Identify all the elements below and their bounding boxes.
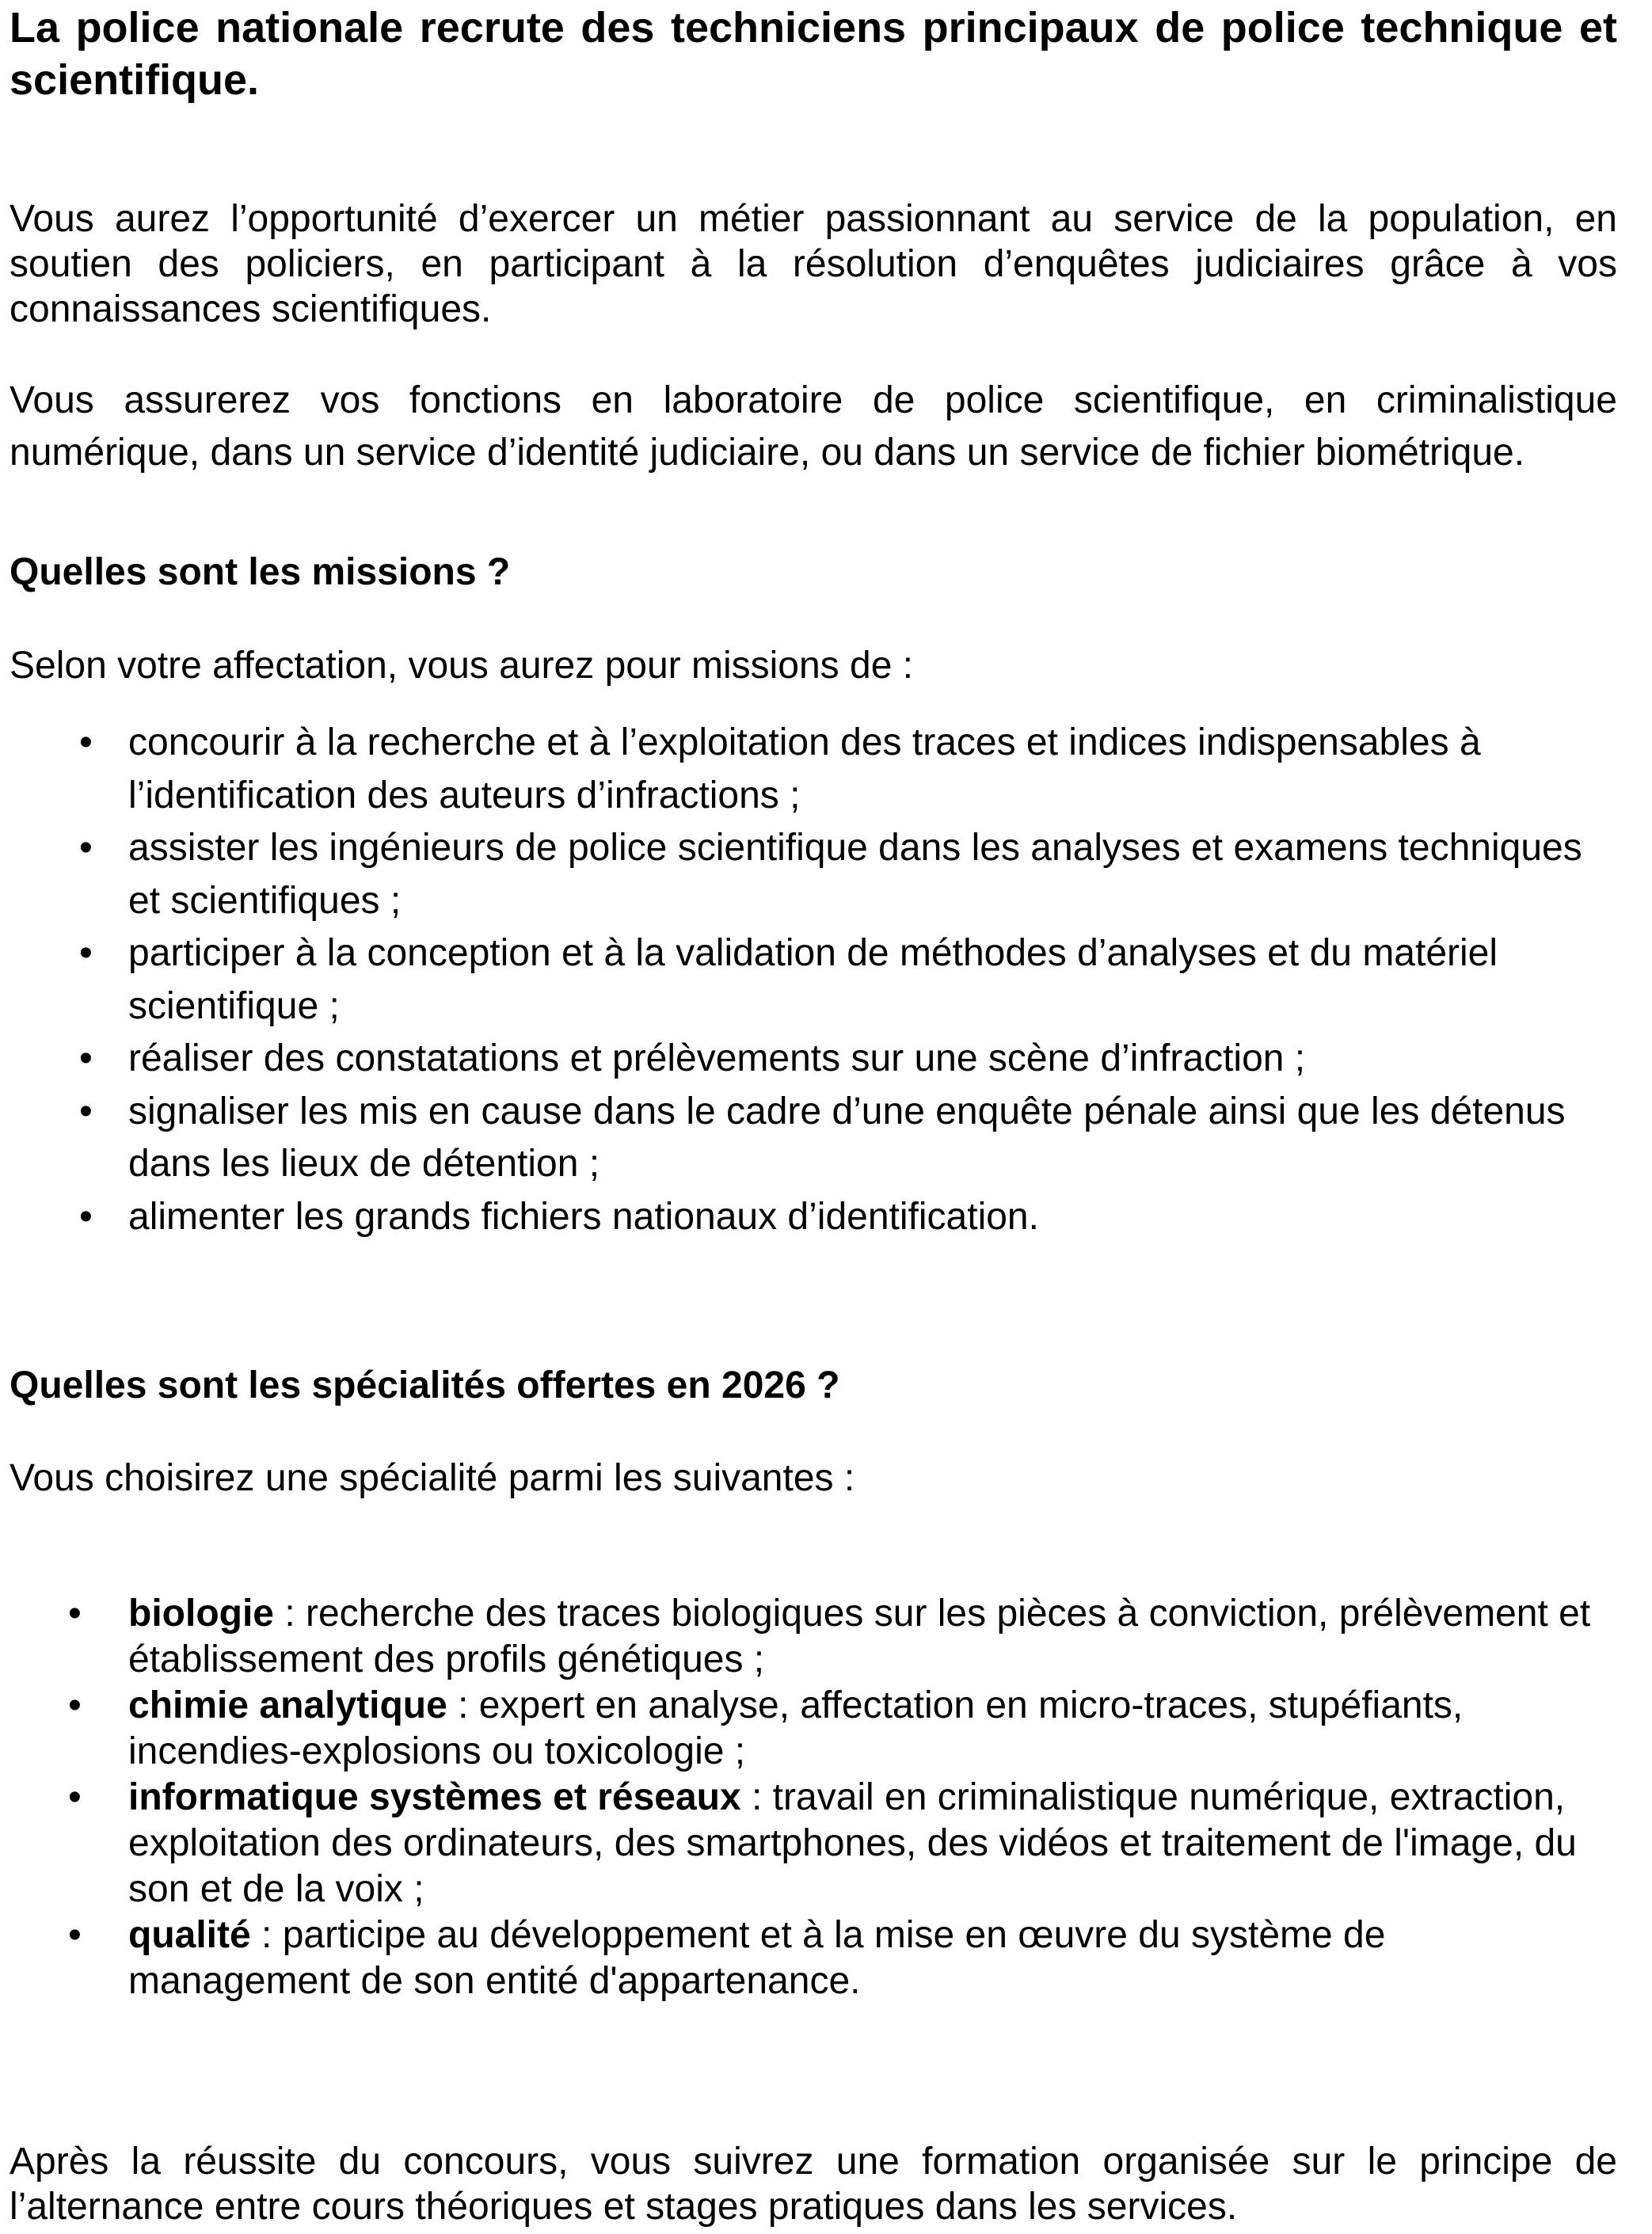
list-item: • assister les ingénieurs de police scientifique dans les analyses et examens techniques et scientifiques ; (10, 822, 1617, 927)
bullet-icon: • (79, 932, 93, 974)
closing-paragraph: Après la réussite du concours, vous suivrez une formation organisée sur le principe de l’alternance entre cours théoriques et stages pratiques dans les services. (10, 2141, 1617, 2228)
speciality-term: chimie analytique (128, 1684, 447, 1726)
list-item: • alimenter les grands fichiers nationaux d’identification. (10, 1191, 1617, 1244)
list-item (10, 1683, 1617, 1775)
missions-list (10, 717, 1617, 1243)
specialities-list (10, 1591, 1617, 2004)
bullet-icon: • (79, 1195, 93, 1238)
bullet-icon: • (79, 827, 93, 869)
bullet-icon: • (68, 1593, 82, 1635)
missions-lead: Selon votre affectation, vous aurez pour missions de : (10, 645, 914, 687)
intro-paragraph-1: Vous aurez l’opportunité d’exercer un métier passionnant au service de la population, en soutien des policiers, en participant à la résolution d’enquêtes judiciaires grâce à vos connaissances scientifiques. (10, 198, 1617, 330)
bullet-icon: • (79, 1037, 93, 1079)
speciality-description: : participe au développement et à la mise en œuvre du système de management de son entité d'appartenance. (128, 1914, 1386, 2002)
list-item: • réaliser des constatations et prélèvements sur une scène d’infraction ; (10, 1033, 1617, 1086)
list-item (10, 1591, 1617, 1683)
list-item (10, 1912, 1617, 2004)
list-item (10, 1775, 1617, 1912)
speciality-description: : expert en analyse, affectation en micro-traces, stupéfiants, incendies-explosions ou toxicologie ; (128, 1684, 1464, 1772)
list-item: • concourir à la recherche et à l’exploitation des traces et indices indispensables à l’identification des auteurs d’infractions ; (10, 717, 1617, 822)
intro-paragraph-2: Vous assurerez vos fonctions en laboratoire de police scientifique, en criminalistique numérique, dans un service d’identité judiciaire, ou dans un service de fichier biométrique. (10, 379, 1617, 474)
page-title: La police nationale recrute des techniciens principaux de police technique et scientifique. (10, 4, 1617, 104)
missions-heading: Quelles sont les missions ? (10, 551, 511, 593)
list-item: • participer à la conception et à la validation de méthodes d’analyses et du matériel scientifique ; (10, 927, 1617, 1033)
list-item: • signaliser les mis en cause dans le cadre d’une enquête pénale ainsi que les détenus dans les lieux de détention ; (10, 1086, 1617, 1191)
speciality-term: informatique systèmes et réseaux (128, 1776, 741, 1818)
speciality-term: qualité (128, 1914, 251, 1956)
bullet-icon: • (68, 1914, 82, 1956)
bullet-icon: • (79, 721, 93, 763)
specialities-heading: Quelles sont les spécialités offertes en 2026 ? (10, 1364, 840, 1406)
specialities-lead: Vous choisirez une spécialité parmi les suivantes : (10, 1457, 855, 1499)
speciality-description: : travail en criminalistique numérique, extraction, exploitation des ordinateurs, des smartphones, des vidéos et traitement de l'image, du son et de la voix ; (128, 1776, 1577, 1910)
speciality-term: biologie (128, 1593, 274, 1635)
speciality-description: : recherche des traces biologiques sur les pièces à conviction, prélèvement et établissement des profils génétiques ; (128, 1593, 1591, 1680)
bullet-icon: • (68, 1776, 82, 1818)
bullet-icon: • (68, 1684, 82, 1726)
bullet-icon: • (79, 1090, 93, 1132)
